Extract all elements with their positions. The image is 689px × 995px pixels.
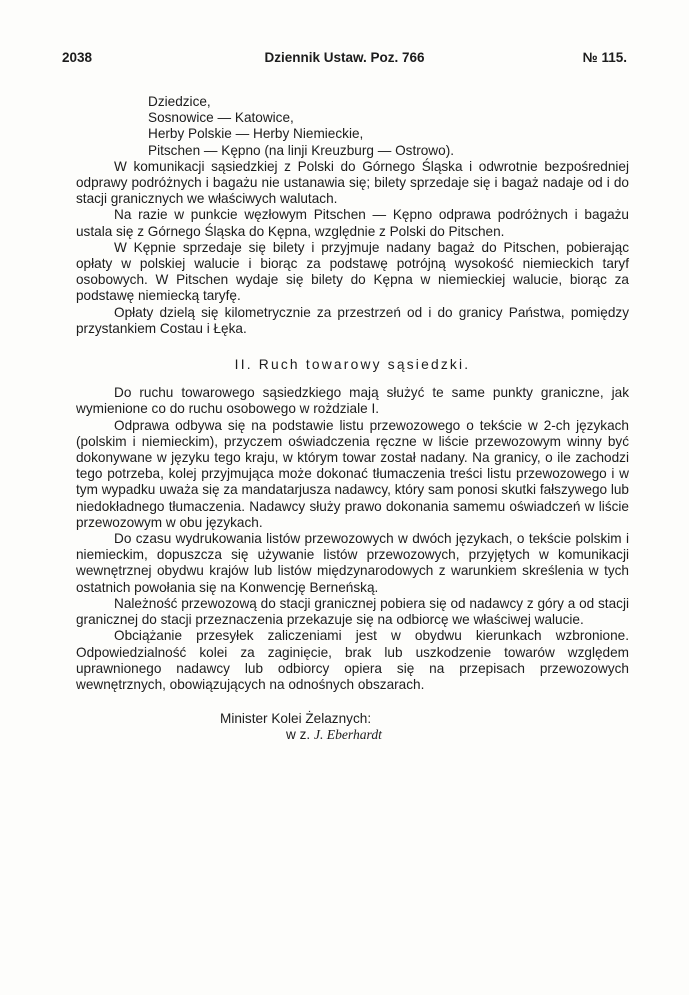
paragraph: Do czasu wydrukowania listów przewozowych w dwóch językach, o tekście polskim i niemieckim, dopuszcza się używanie listów przewozowych, przyjętych w komunikacji wewnętrznej obydwu krajów lub listów międzynarodowych z warunkiem skreślenia w tych ostatnich powołania się na Konwencję Berneńską. xyxy=(76,531,629,595)
station-list xyxy=(76,94,629,159)
signature-block xyxy=(76,711,629,743)
station-item: Pitschen — Kępno (na linji Kreuzburg — Ostrowo). xyxy=(148,142,454,158)
page-header xyxy=(62,50,627,70)
station-item: Herby Polskie — Herby Niemieckie, xyxy=(148,126,364,142)
station-item: Sosnowice — Katowice, xyxy=(148,110,294,126)
signatory-title: Minister Kolei Żelaznych: xyxy=(220,711,372,727)
page-number: 2038 xyxy=(62,50,93,65)
paragraph: Na razie w punkcie węzłowym Pitschen — Kępno odprawa podróżnych i bagażu ustala się z Górnego Śląska do Kępna, względnie z Polski do Pitschen. xyxy=(76,207,629,239)
station-item: Dziedzice, xyxy=(148,94,211,109)
paragraph: Odprawa odbywa się na podstawie listu przewozowego o tekście w 2-ch językach (polskim i niemieckim), przyczem oświadczenia ręczne w liście przewozowym winny być dokonywane w języku tego kraju, w którym towar został nadany. Na granicy, o ile zachodzi tego potrzeba, kolej przyjmująca może dokonać tłumaczenia treści listu przewozowego i w tym wypadku uważa się za mandatarjusza nadawcy, który sam ponosi skutki fałszywego lub niedokładnego tłumaczenia. Nadawcy służy prawo dokonania samemu oświadczeń w liście przewozowym w obu językach. xyxy=(76,417,629,530)
paragraph: W Kępnie sprzedaje się bilety i przyjmuje nadany bagaż do Pitschen, pobierając opłaty w polskiej walucie i biorąc za podstawę potrójną wysokość niemieckich taryf osobowych. W Pitschen wydaje się bilety do Kępna w niemieckiej walucie, biorąc za podstawę niemiecką taryfę. xyxy=(76,239,629,304)
paragraph: Należność przewozową do stacji granicznej pobiera się od nadawcy z góry a od stacji granicznej do stacji przeznaczenia przekazuje się na odbiorcę we właściwej walucie. xyxy=(76,595,629,628)
journal-title: Dziennik Ustaw. Poz. 766 xyxy=(264,50,425,65)
paragraph: Obciążanie przesyłek zaliczeniami jest w obydwu kierunkach wzbronione. Odpowiedzialność kolei za zaginięcie, brak lub uszkodzenie towarów względem uprawnionego nadawcy lub odbiorcy opiera się na przepisach przewozowych wewnętrznych, obowiązujących na odnośnych obszarach. xyxy=(76,628,629,692)
issue-number: № 115. xyxy=(582,50,627,65)
signatory-prefix: w z. xyxy=(286,727,311,743)
body-text xyxy=(76,94,629,744)
paragraph: Do ruchu towarowego sąsiedzkiego mają służyć te same punkty graniczne, jak wymienione co do ruchu osobowego w rożdziale I. xyxy=(76,385,629,417)
section-heading: II. Ruch towarowy sąsiedzki. xyxy=(234,357,471,373)
paragraph: Opłaty dzielą się kilometrycznie za przestrzeń od i do granicy Państwa, pomiędzy przystankiem Costau i Łęka. xyxy=(76,304,629,336)
paragraph: W komunikacji sąsiedzkiej z Polski do Górnego Śląska i odwrotnie bezpośredniej odprawy podróżnych i bagażu nie ustanawia się; bilety sprzedaje się i bagaż nadaje od i do stacji granicznych we właściwych walutach. xyxy=(76,158,629,207)
signatory-line xyxy=(220,727,629,743)
signatory-name: J. Eberhardt xyxy=(313,727,382,743)
